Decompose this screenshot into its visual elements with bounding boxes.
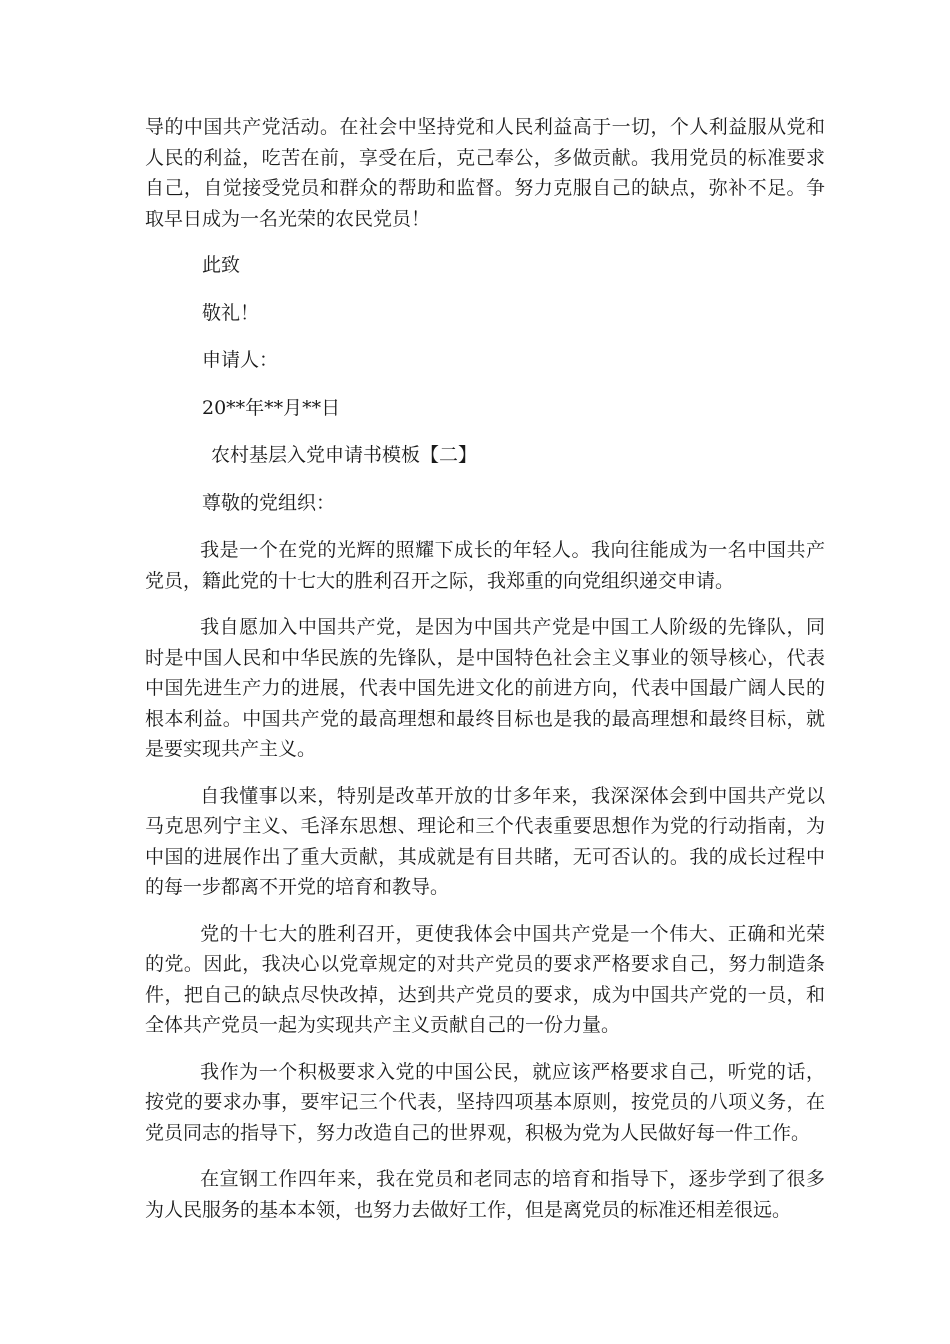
date-line: 20**年**月**日: [202, 396, 341, 419]
section-title: 农村基层入党申请书模板【二】: [211, 444, 478, 466]
document-page: [145, 112, 825, 1241]
greeting-line: 尊敬的党组织：: [202, 491, 336, 514]
closing-line: 此致: [202, 254, 241, 276]
body-paragraph: 我作为一个积极要求入党的中国公民，就应该严格要求自己，听党的话，按党的要求办事，要牢记三个代表，坚持四项基本原则，按党员的八项义务，在党员同志的指导下，努力改造自己的世界观，积极为党为人民做好每一件工作。: [145, 1060, 825, 1144]
body-paragraph: 我是一个在党的光辉的照耀下成长的年轻人。我向往能成为一名中国共产党员，籍此党的十七大的胜利召开之际，我郑重的向党组织递交申请。: [145, 539, 825, 592]
body-paragraph: 在宣钢工作四年来，我在党员和老同志的培育和指导下，逐步学到了很多为人民服务的基本本领，也努力去做好工作，但是离党员的标准还相差很远。: [145, 1168, 825, 1221]
applicant-label: 申请人：: [202, 349, 279, 371]
salute-line: 敬礼！: [202, 301, 260, 324]
body-paragraph: 自我懂事以来，特别是改革开放的廿多年来，我深深体会到中国共产党以马克思列宁主义、毛泽东思想、理论和三个代表重要思想作为党的行动指南，为中国的进展作出了重大贡献，其成就是有目共睹，无可否认的。我的成长过程中的每一步都离不开党的培育和教导。: [145, 784, 825, 898]
continuation-paragraph: 导的中国共产党活动。在社会中坚持党和人民利益高于一切，个人利益服从党和人民的利益，吃苦在前，享受在后，克己奉公，多做贡献。我用党员的标准要求自己，自觉接受党员和群众的帮助和监督。努力克服自己的缺点，弥补不足。争取早日成为一名光荣的农民党员！: [145, 116, 825, 230]
body-paragraph: 我自愿加入中国共产党，是因为中国共产党是中国工人阶级的先锋队，同时是中国人民和中华民族的先锋队，是中国特色社会主义事业的领导核心，代表中国先进生产力的进展，代表中国先进文化的前进方向，代表中国最广阔人民的根本利益。中国共产党的最高理想和最终目标也是我的最高理想和最终目标，就是要实现共产主义。: [145, 616, 825, 760]
body-paragraph: 党的十七大的胜利召开，更使我体会中国共产党是一个伟大、正确和光荣的党。因此，我决心以党章规定的对共产党员的要求严格要求自己，努力制造条件，把自己的缺点尽快改掉，达到共产党员的要求，成为中国共产党的一员，和全体共产党员一起为实现共产主义贡献自己的一份力量。: [145, 922, 825, 1036]
